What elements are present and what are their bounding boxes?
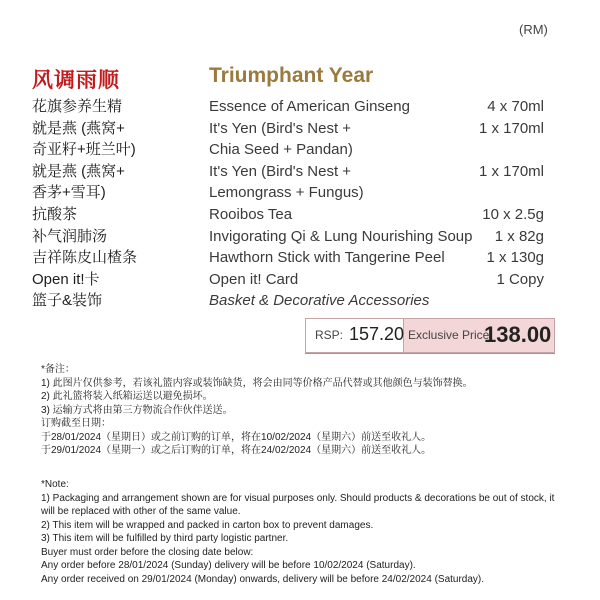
item-quantity: 4 x 70ml [487,98,544,115]
price-box [305,318,555,353]
list-item [32,118,552,140]
item-name-chinese: 就是燕 (燕窝+ [32,162,125,180]
note-line: 1) Packaging and arrangement shown are for visual purposes only. Should products & decorations be out of stock, it [41,492,555,504]
notes-english [41,478,581,586]
currency-label: (RM) [519,22,548,37]
item-name-english: It's Yen (Bird's Nest + [209,119,352,137]
exclusive-price-section [404,319,554,352]
item-name-chinese: 抗酸茶 [32,205,78,223]
note-line: 2) This item will be wrapped and packed in carton box to prevent damages. [41,519,374,531]
note-line: 订购截至日期： [41,418,111,429]
item-name-chinese: 篮子&装饰 [32,292,103,310]
note-line: *Note: [41,479,69,490]
item-name-english: Lemongrass + Fungus) [209,184,364,202]
note-line: *备注： [41,364,75,375]
rsp-value: 157.20 [349,324,405,344]
item-quantity: 1 x 82g [494,227,544,245]
item-name-chinese: Open it!卡 [32,270,100,288]
list-item [32,247,552,269]
note-line: 于28/01/2024（星期日）或之前订购的订单，将在10/02/2024（星期六）前送至收礼人。 [41,431,432,443]
list-item [32,269,552,291]
rsp-section [306,319,404,352]
item-name-english: Essence of American Ginseng [209,98,410,115]
item-name-english: Chia Seed + Pandan) [209,141,353,159]
list-item [32,226,552,248]
product-title-chinese: 风调雨顺 [32,69,120,92]
item-name-chinese: 奇亚籽+班兰叶) [32,141,136,159]
list-item [32,204,552,226]
rsp-label: RSP: [315,328,344,342]
notes-chinese [41,363,581,458]
note-line: 1) 此图片仅供参考，若该礼篮内容或装饰缺货，将会由同等价格产品代替或其他颜色与装饰替换。 [41,377,473,389]
item-name-english: Basket & Decorative Accessories [209,292,430,310]
exclusive-price-label: Exclusive Price: [408,328,493,342]
item-name-english: It's Yen (Bird's Nest + [209,162,352,180]
item-quantity: 1 Copy [496,270,544,288]
item-name-english: Hawthorn Stick with Tangerine Peel [209,249,445,267]
note-line: Any order received on 29/01/2024 (Monday) onwards, delivery will be before 24/02/2024 (Saturday). [41,573,485,585]
item-name-english: Invigorating Qi & Lung Nourishing Soup [209,227,473,245]
list-item [32,182,552,204]
item-name-chinese: 花旗参养生精 [32,98,123,115]
item-name-english: Rooibos Tea [209,205,293,223]
note-line: Any order before 28/01/2024 (Sunday) delivery will be before 10/02/2024 (Saturday). [41,560,416,571]
note-line: 2) 此礼篮将装入纸箱运送以避免损坏。 [41,391,213,402]
note-line: 3) 运输方式将由第三方物流合作伙伴送送。 [41,404,233,416]
list-item [32,161,552,183]
exclusive-price-value: 138.00 [484,322,552,347]
item-quantity: 10 x 2.5g [482,205,544,223]
item-quantity: 1 x 170ml [478,119,544,137]
item-list [32,96,552,312]
list-item [32,290,552,312]
note-line: Buyer must order before the closing date below: [41,546,254,558]
list-item [32,139,552,161]
note-line: 于29/01/2024（星期一）或之后订购的订单，将在24/02/2024（星期六）前送至收礼人。 [41,445,432,456]
list-item [32,96,552,118]
product-title-english: Triumphant Year [209,64,374,87]
item-quantity: 1 x 130g [486,249,544,267]
note-line: 3) This item will be fulfilled by third party logistic partner. [41,533,289,544]
item-name-chinese: 吉祥陈皮山楂条 [32,249,138,267]
item-name-chinese: 补气润肺汤 [32,227,108,245]
item-name-chinese: 香茅+雪耳) [32,184,106,202]
item-quantity: 1 x 170ml [478,162,544,180]
item-name-chinese: 就是燕 (燕窝+ [32,119,125,137]
note-line: will be replaced with other of the same value. [41,506,241,517]
item-name-english: Open it! Card [209,270,299,288]
